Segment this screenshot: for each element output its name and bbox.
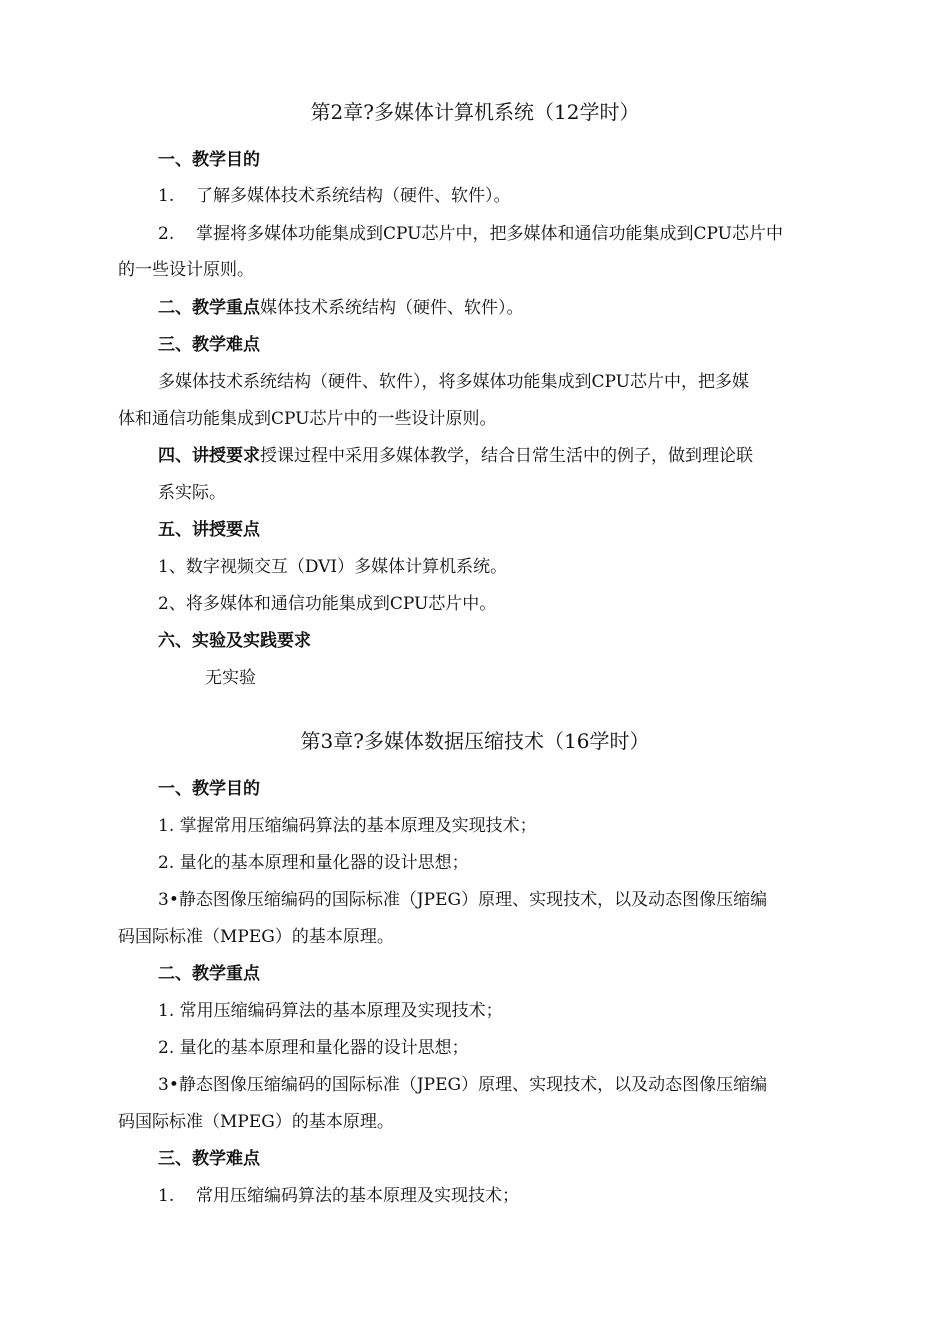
ch2-requirements-continued: 系实际。 <box>158 483 226 503</box>
ch2-keypoints-text: 媒体技术系统结构（硬件、软件）。 <box>260 298 524 318</box>
list-text: 了解多媒体技术系统结构（硬件、软件）。 <box>196 186 511 206</box>
ch2-objective-2 <box>158 223 783 245</box>
ch2-objective-1 <box>158 185 511 207</box>
ch2-lecture-points-heading: 五、讲授要点 <box>158 520 260 540</box>
list-number: 2. <box>158 224 175 244</box>
ch2-keypoints-heading: 二、教学重点 <box>158 298 260 318</box>
ch3-keypoint-1: 1. 常用压缩编码算法的基本原理及实现技术； <box>158 1001 503 1021</box>
ch3-objective-3-continued: 码国际标准（MPEG）的基本原理。 <box>118 927 394 947</box>
ch3-objective-1: 1. 掌握常用压缩编码算法的基本原理及实现技术； <box>158 816 537 836</box>
ch2-requirements-line <box>158 445 753 467</box>
ch3-keypoint-2: 2. 量化的基本原理和量化器的设计思想； <box>158 1038 469 1058</box>
ch2-difficulties-text: 多媒体技术系统结构（硬件、软件），将多媒体功能集成到CPU芯片中，把多媒 <box>158 372 749 392</box>
ch2-difficulties-text-continued: 体和通信功能集成到CPU芯片中的一些设计原则。 <box>118 409 497 429</box>
ch2-difficulties-heading: 三、教学难点 <box>158 335 260 355</box>
ch3-keypoints-heading: 二、教学重点 <box>158 964 260 984</box>
ch3-keypoint-3: 3•静态图像压缩编码的国际标准（JPEG）原理、实现技术，以及动态图像压缩编 <box>158 1075 768 1095</box>
ch2-experiment-heading: 六、实验及实践要求 <box>158 631 311 651</box>
list-text: 掌握将多媒体功能集成到CPU芯片中，把多媒体和通信功能集成到CPU芯片中 <box>196 224 783 244</box>
ch3-keypoint-3-continued: 码国际标准（MPEG）的基本原理。 <box>118 1112 394 1132</box>
ch3-difficulties-heading: 三、教学难点 <box>158 1149 260 1169</box>
chapter-2-title: 第2章?多媒体计算机系统（12学时） <box>310 100 640 124</box>
ch2-lecture-point-2: 2、将多媒体和通信功能集成到CPU芯片中。 <box>158 594 497 614</box>
ch2-experiment-text: 无实验 <box>205 668 256 688</box>
ch2-keypoints-line <box>158 297 524 319</box>
ch2-requirements-heading: 四、讲授要求 <box>158 446 260 466</box>
ch3-objectives-heading: 一、教学目的 <box>158 779 260 799</box>
ch2-objectives-heading: 一、教学目的 <box>158 150 260 170</box>
ch2-lecture-point-1: 1、数字视频交互（DVI）多媒体计算机系统。 <box>158 557 508 577</box>
ch2-requirements-text: 授课过程中采用多媒体教学，结合日常生活中的例子，做到理论联 <box>260 446 753 466</box>
ch2-objective-2-continued: 的一些设计原则。 <box>118 260 254 280</box>
list-text: 常用压缩编码算法的基本原理及实现技术； <box>196 1186 519 1206</box>
list-number: 1. <box>158 1186 175 1206</box>
ch3-objective-3: 3•静态图像压缩编码的国际标准（JPEG）原理、实现技术，以及动态图像压缩编 <box>158 890 768 910</box>
chapter-3-title: 第3章?多媒体数据压缩技术（16学时） <box>300 729 650 753</box>
list-number: 1. <box>158 186 175 206</box>
ch3-objective-2: 2. 量化的基本原理和量化器的设计思想； <box>158 853 469 873</box>
ch3-difficulty-1 <box>158 1185 519 1207</box>
